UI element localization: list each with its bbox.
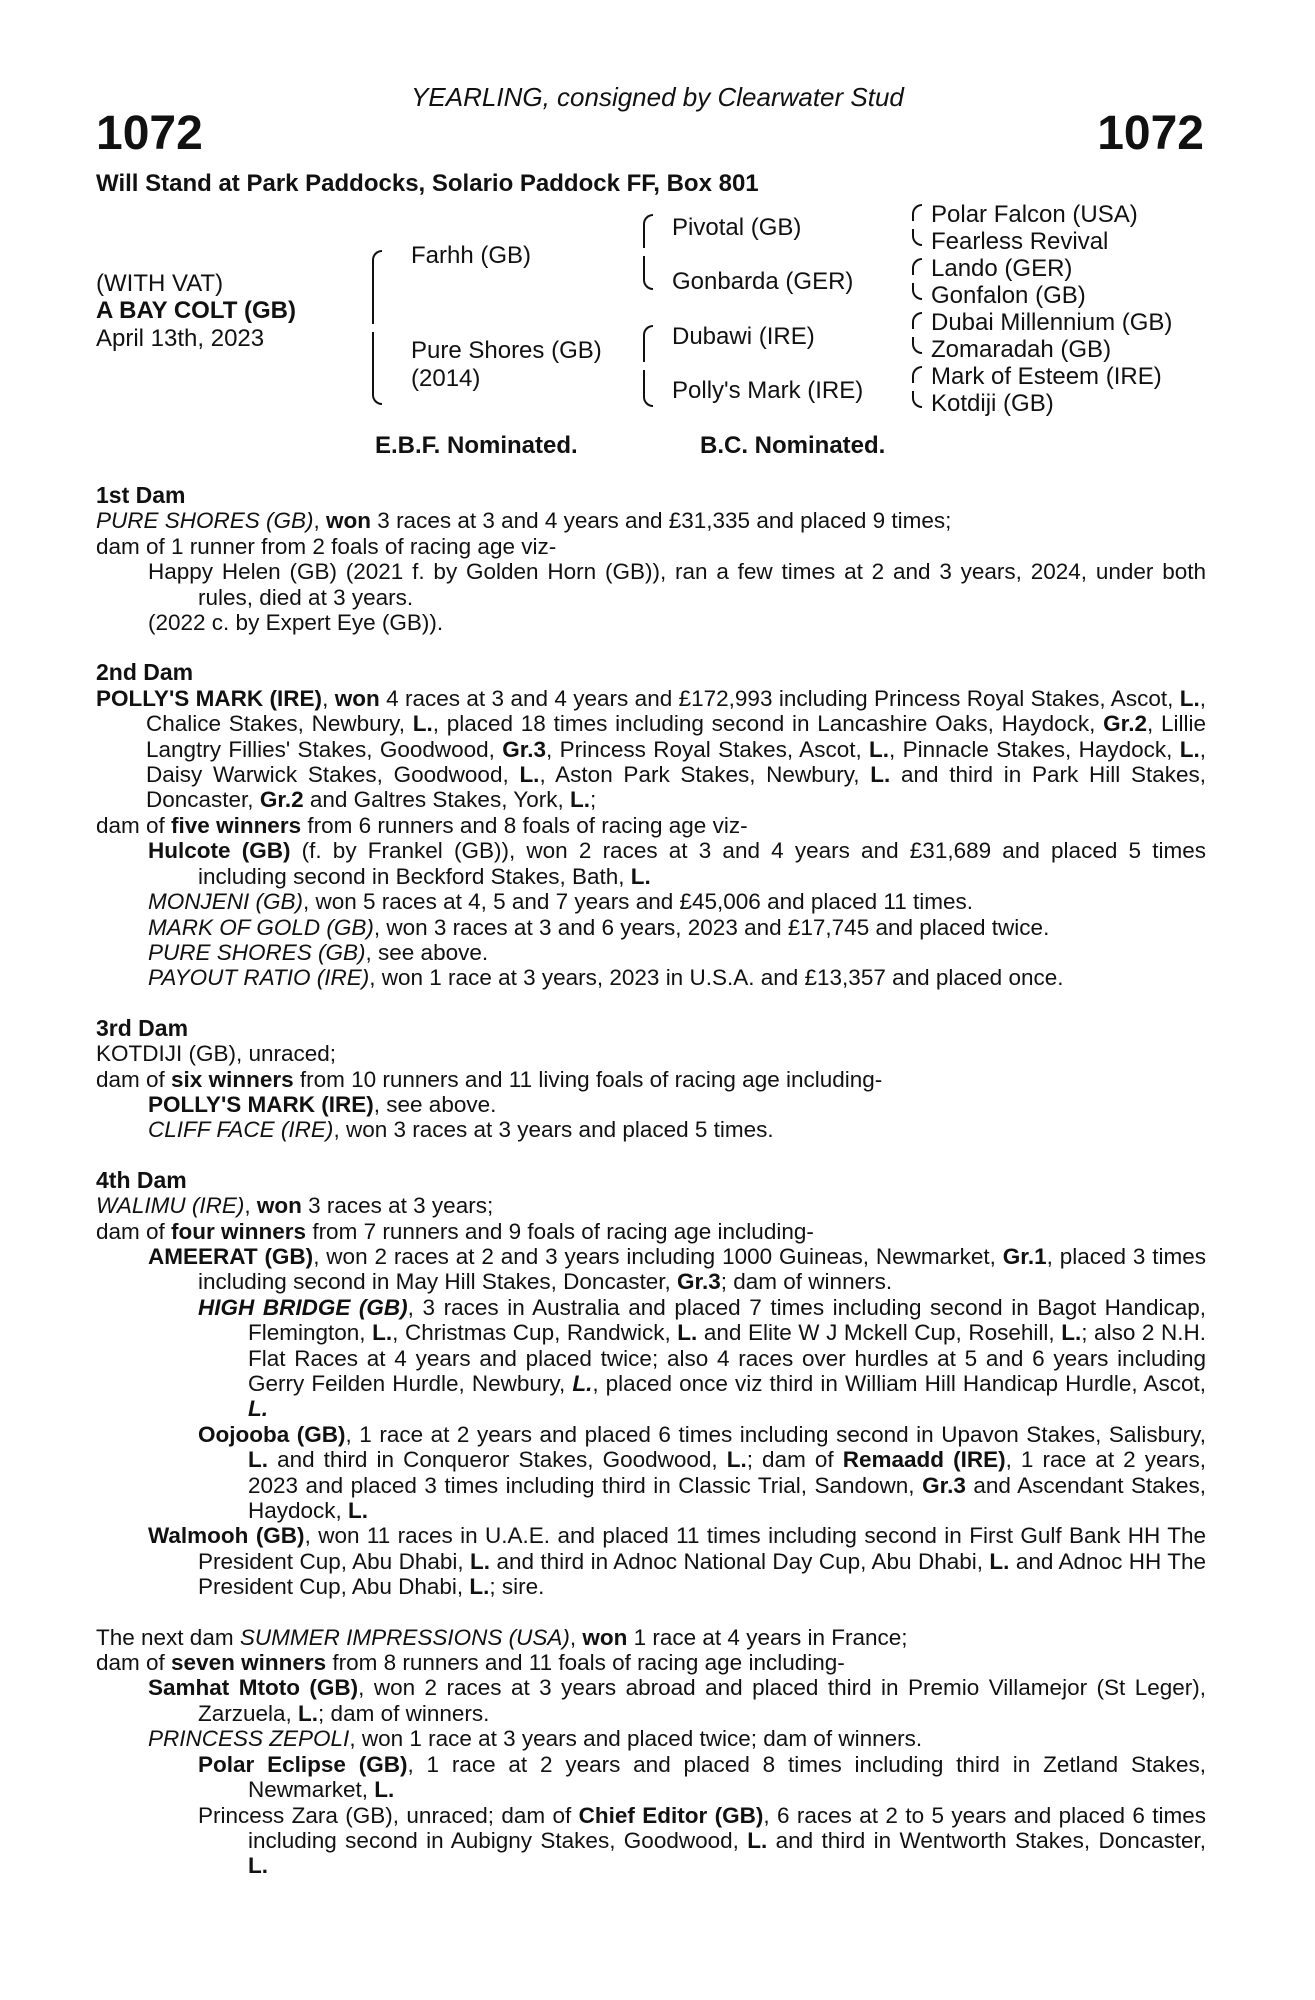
third-dam-heading: 3rd Dam [96, 1014, 189, 1041]
txt: , 6 races at 2 to 5 years and placed 6 times including second in Aubigny Stakes, Goodwood, [248, 1802, 1206, 1853]
txt: ; also 2 N.H. Flat Races at 4 years and placed twice; also 4 races over hurdles at 5 and 6 years including Gerry Feilden Hurdle, Newbury, [248, 1320, 1206, 1396]
first-dam-won: won [326, 508, 372, 534]
dam-name: Pure Shores (GB) [411, 337, 602, 364]
txt: ; sire. [489, 1574, 545, 1600]
txt: from 8 runners and 11 foals of racing age including- [326, 1650, 845, 1676]
txt: (f. by Frankel (GB)), won 2 races at 3 and 4 years and £31,689 and placed 5 times including second in Beckford Stakes, Bath, [198, 838, 1206, 889]
third-dam-record: KOTDIJI (GB), unraced; [96, 1041, 337, 1067]
dam-dam: Polly's Mark (IRE) [672, 377, 864, 404]
produce-walmooh [96, 1523, 1206, 1599]
produce-oojooba [96, 1422, 1206, 1524]
bc-nomination: B.C. Nominated. [700, 432, 886, 459]
second-dam-heading: 2nd Dam [96, 659, 194, 686]
produce-princess-zara [96, 1803, 1206, 1879]
txt: , see above. [365, 939, 489, 965]
foaling-date: April 13th, 2023 [96, 325, 265, 352]
second-dam-won: won [334, 685, 380, 711]
listed: L. [372, 1320, 393, 1346]
produce-polar-eclipse [96, 1752, 1206, 1803]
first-dam-name: PURE SHORES (GB) [96, 508, 314, 534]
produce-name: Chief Editor (GB) [578, 1802, 764, 1828]
listed: L. [1179, 685, 1200, 711]
winners-count: four winners [171, 1218, 307, 1244]
txt: and Adnoc HH The President Cup, Abu Dhabi, [198, 1548, 1207, 1600]
ggp-8: Kotdiji (GB) [931, 390, 1054, 417]
winners-count: six winners [171, 1066, 294, 1092]
txt: and Galtres Stakes, York, [303, 787, 570, 813]
pedigree-bracket-gg1 [912, 204, 922, 246]
listed: L. [298, 1700, 319, 1726]
listed: L. [869, 736, 890, 762]
txt: and third in Wentworth Stakes, Doncaster, [767, 1827, 1206, 1853]
listed: L. [469, 1574, 490, 1600]
produce-high-bridge [96, 1295, 1206, 1422]
txt: , 1 race at 2 years, 2023 and placed 3 times including third in Classic Trial, Sandown, [248, 1447, 1206, 1498]
txt: , won 2 races at 2 and 3 years including 1000 Guineas, Newmarket, [313, 1243, 1003, 1269]
dam-sire: Dubawi (IRE) [672, 323, 815, 350]
txt: , won 2 races at 3 years abroad and placed third in Premio Villamejor (St Leger), Zarzuela, [198, 1675, 1206, 1726]
listed: L. [374, 1777, 395, 1803]
produce-ameerat [96, 1244, 1206, 1295]
produce-name: HIGH BRIDGE (GB) [198, 1294, 408, 1320]
txt: 1 race at 4 years in France; [627, 1624, 908, 1650]
txt: , won 3 races at 3 and 6 years, 2023 and £17,745 and placed twice. [373, 914, 1050, 940]
txt: , Lillie Langtry Fillies' Stakes, Goodwood, [146, 711, 1206, 762]
txt: and third in Adnoc National Day Cup, Abu Dhabi, [490, 1548, 990, 1574]
pedigree-bracket-main [372, 250, 382, 405]
produce-monjeni [96, 889, 1206, 914]
txt: , won 11 races in U.A.E. and placed 11 times including second in First Gulf Bank HH The President Cup, Abu Dhabi, [198, 1523, 1207, 1574]
produce-name: Walmooh (GB) [148, 1523, 305, 1549]
fourth-dam-record: WALIMU (IRE), won 3 races at 3 years; [96, 1193, 494, 1219]
txt: , Chalice Stakes, Newbury, [146, 685, 1206, 737]
txt: , Daisy Warwick Stakes, Goodwood, [146, 736, 1206, 788]
txt: and third in Park Hill Stakes, Doncaster, [146, 762, 1206, 813]
produce-mark-of-gold [96, 915, 1206, 940]
fourth-dam-produce [96, 1219, 1206, 1244]
second-dam-record: POLLY'S MARK (IRE), won 4 races at 3 and 4 years and £172,993 including Princess Royal Stakes, Ascot, L., Chalice Stakes, Newbury, L., placed 18 times including second in Lancashire Oaks, Haydock, Gr.2, Lillie Langtry Fillies' Stakes, Goodwood, Gr.3, Princess Royal Stakes, Ascot, L., Pinnacle Stakes, Haydock, L., Daisy Warwick Stakes, Goodwood, L., Aston Park Stakes, Newbury, L. and third in Park Hill Stakes, Doncaster, Gr.2 and Galtres Stakes, York, L.; [96, 685, 1206, 813]
ebf-nomination: E.B.F. Nominated. [375, 432, 578, 459]
listed: L. [248, 1396, 268, 1422]
ggp-5: Dubai Millennium (GB) [931, 309, 1173, 336]
txt: The next dam [96, 1624, 240, 1650]
produce-name: Samhat Mtoto (GB) [148, 1675, 359, 1701]
txt: , placed 3 times including second in May Hill Stakes, Doncaster, [198, 1243, 1206, 1295]
sire-dam: Gonbarda (GER) [672, 268, 854, 295]
txt: from 6 runners and 8 foals of racing age viz- [301, 812, 748, 838]
txt: , won 5 races at 4, 5 and 7 years and £45,006 and placed 11 times. [303, 889, 974, 915]
lot-number-right: 1072 [1097, 107, 1204, 160]
listed: L. [747, 1827, 768, 1853]
produce-pollys-mark [96, 1092, 1206, 1117]
stand-location: Will Stand at Park Paddocks, Solario Paddock FF, Box 801 [96, 170, 759, 197]
txt: 4 races at 3 and 4 years and £172,993 including Princess Royal Stakes, Ascot, [379, 685, 1180, 711]
produce-samhat-mtoto [96, 1675, 1206, 1726]
next-dam-produce [96, 1650, 1206, 1675]
listed: L. [677, 1320, 698, 1346]
winners-count: five winners [171, 812, 302, 838]
txt: and third in Conqueror Stakes, Goodwood, [268, 1447, 727, 1473]
lot-number-left: 1072 [96, 107, 203, 160]
ggp-4: Gonfalon (GB) [931, 282, 1086, 309]
produce-payout-ratio [96, 965, 1206, 990]
produce-princess-zepoli [96, 1726, 1206, 1751]
txt: ; dam of winners. [318, 1700, 490, 1726]
produce-name: Hulcote (GB) [148, 838, 291, 864]
produce-name: MONJENI (GB) [148, 889, 303, 915]
listed: L. [348, 1498, 369, 1524]
pedigree-bracket-dam [643, 325, 653, 407]
txt: dam of [96, 1218, 172, 1244]
txt: from 7 runners and 9 foals of racing age including- [306, 1218, 814, 1244]
second-dam-name: POLLY'S MARK (IRE) [96, 685, 323, 711]
first-dam-produce: dam of 1 runner from 2 foals of racing age viz- [96, 533, 557, 559]
txt: , 1 race at 2 years and placed 6 times including second in Upavon Stakes, Salisbury, [345, 1421, 1206, 1447]
listed: L. [572, 1371, 593, 1396]
listed: L. [412, 711, 433, 737]
group: Gr.3 [502, 736, 547, 762]
txt: , 3 races in Australia and placed 7 times including second in Bagot Handicap, Flemington, [248, 1294, 1206, 1346]
txt: ; dam of [746, 1447, 843, 1473]
txt: dam of [96, 1066, 172, 1092]
listed: L. [1061, 1320, 1082, 1346]
fourth-dam-name: WALIMU (IRE) [96, 1193, 245, 1219]
group: Gr.2 [1103, 711, 1147, 737]
listed: L. [989, 1548, 1010, 1574]
second-dam-produce [96, 813, 1206, 838]
pedigree-bracket-gg4 [912, 366, 922, 408]
winners-count: seven winners [171, 1650, 327, 1676]
ggp-7: Mark of Esteem (IRE) [931, 363, 1162, 390]
ggp-6: Zomaradah (GB) [931, 336, 1112, 363]
catalogue-body [96, 483, 1206, 1879]
vat-note: (WITH VAT) [96, 270, 224, 297]
txt: from 10 runners and 11 living foals of racing age including- [293, 1066, 883, 1092]
sire-sire: Pivotal (GB) [672, 214, 802, 241]
produce-name: Remaadd (IRE) [842, 1447, 1006, 1473]
consignment-line: YEARLING, consigned by Clearwater Stud [411, 82, 904, 112]
txt: 3 races at 3 years; [301, 1193, 494, 1219]
pedigree-bracket-sire [643, 214, 653, 290]
third-dam-produce [96, 1067, 1206, 1092]
produce-name: POLLY'S MARK (IRE) [148, 1091, 374, 1117]
listed: L. [519, 762, 540, 788]
listed: L. [248, 1447, 268, 1473]
first-dam-produce-2: (2022 c. by Expert Eye (GB)). [148, 610, 444, 636]
first-dam-record: PURE SHORES (GB), won 3 races at 3 and 4 years and £31,335 and placed 9 times; [96, 508, 952, 534]
group: Gr.3 [676, 1269, 721, 1295]
listed: L. [726, 1447, 747, 1473]
listed: L. [248, 1853, 268, 1879]
txt: and Elite W J Mckell Cup, Rosehill, [697, 1320, 1062, 1346]
txt: , won 1 race at 3 years, 2023 in U.S.A. and £13,357 and placed once. [369, 965, 1064, 991]
txt: , placed once viz third in William Hill Handicap Hurdle, Ascot, [592, 1371, 1207, 1396]
txt: , see above. [373, 1091, 497, 1117]
ggp-1: Polar Falcon (USA) [931, 201, 1138, 228]
next-dam-won: won [582, 1624, 628, 1650]
txt: , Princess Royal Stakes, Ascot, [546, 736, 870, 762]
produce-pure-shores [96, 940, 1206, 965]
listed: L. [630, 863, 651, 889]
produce-name: Oojooba (GB) [198, 1421, 346, 1447]
txt: , won 3 races at 3 years and placed 5 times. [333, 1117, 774, 1143]
txt: , won 1 race at 3 years and placed twice; dam of winners. [349, 1726, 923, 1752]
listed: L. [870, 762, 891, 788]
ggp-2: Fearless Revival [931, 228, 1109, 255]
produce-name: AMEERAT (GB) [148, 1243, 314, 1269]
produce-name: PRINCESS ZEPOLI [148, 1726, 350, 1752]
produce-name: CLIFF FACE (IRE) [148, 1117, 334, 1143]
next-dam-name: SUMMER IMPRESSIONS (USA) [239, 1624, 570, 1650]
produce-cliff-face [96, 1117, 1206, 1142]
txt: and Ascendant Stakes, Haydock, [248, 1472, 1206, 1524]
txt: dam of [96, 812, 172, 838]
txt: , placed 18 times including second in Lancashire Oaks, Haydock, [432, 711, 1104, 737]
horse-name: A BAY COLT (GB) [96, 297, 297, 324]
listed: L. [1179, 736, 1200, 762]
fourth-dam-won: won [256, 1193, 302, 1219]
txt: , Pinnacle Stakes, Haydock, [889, 736, 1180, 762]
ggp-3: Lando (GER) [931, 255, 1073, 282]
dam-year: (2014) [411, 365, 481, 392]
first-dam-text: 3 races at 3 and 4 years and £31,335 and placed 9 times; [371, 508, 952, 534]
txt: ; [590, 787, 597, 813]
txt: Princess Zara (GB), unraced; dam of [198, 1802, 579, 1828]
sire-name: Farhh (GB) [411, 242, 532, 269]
group: Gr.3 [922, 1472, 966, 1498]
txt: dam of [96, 1650, 172, 1676]
produce-name: MARK OF GOLD (GB) [148, 914, 374, 940]
pedigree-bracket-gg3 [912, 312, 922, 354]
produce-name: PURE SHORES (GB) [148, 939, 366, 965]
produce-name: PAYOUT RATIO (IRE) [148, 965, 370, 991]
first-dam-produce-1: Happy Helen (GB) (2021 f. by Golden Horn (GB)), ran a few times at 2 and 3 years, 2024, under both rules, died at 3 years. [148, 559, 1206, 610]
produce-name: Polar Eclipse (GB) [198, 1751, 408, 1777]
next-dam-record: The next dam SUMMER IMPRESSIONS (USA), won 1 race at 4 years in France; [96, 1624, 908, 1650]
pedigree-bracket-gg2 [912, 258, 922, 300]
txt: , Aston Park Stakes, Newbury, [539, 762, 871, 788]
txt: ; dam of winners. [720, 1269, 893, 1295]
txt: , 1 race at 2 years and placed 8 times including third in Zetland Stakes, Newmarket, [248, 1751, 1206, 1803]
fourth-dam-heading: 4th Dam [96, 1166, 187, 1193]
first-dam-heading: 1st Dam [96, 482, 186, 508]
group: Gr.2 [259, 787, 304, 813]
produce-hulcote [96, 838, 1206, 889]
listed: L. [470, 1548, 491, 1574]
group: Gr.1 [1002, 1243, 1047, 1269]
txt: , Christmas Cup, Randwick, [392, 1320, 678, 1346]
listed: L. [570, 787, 590, 813]
